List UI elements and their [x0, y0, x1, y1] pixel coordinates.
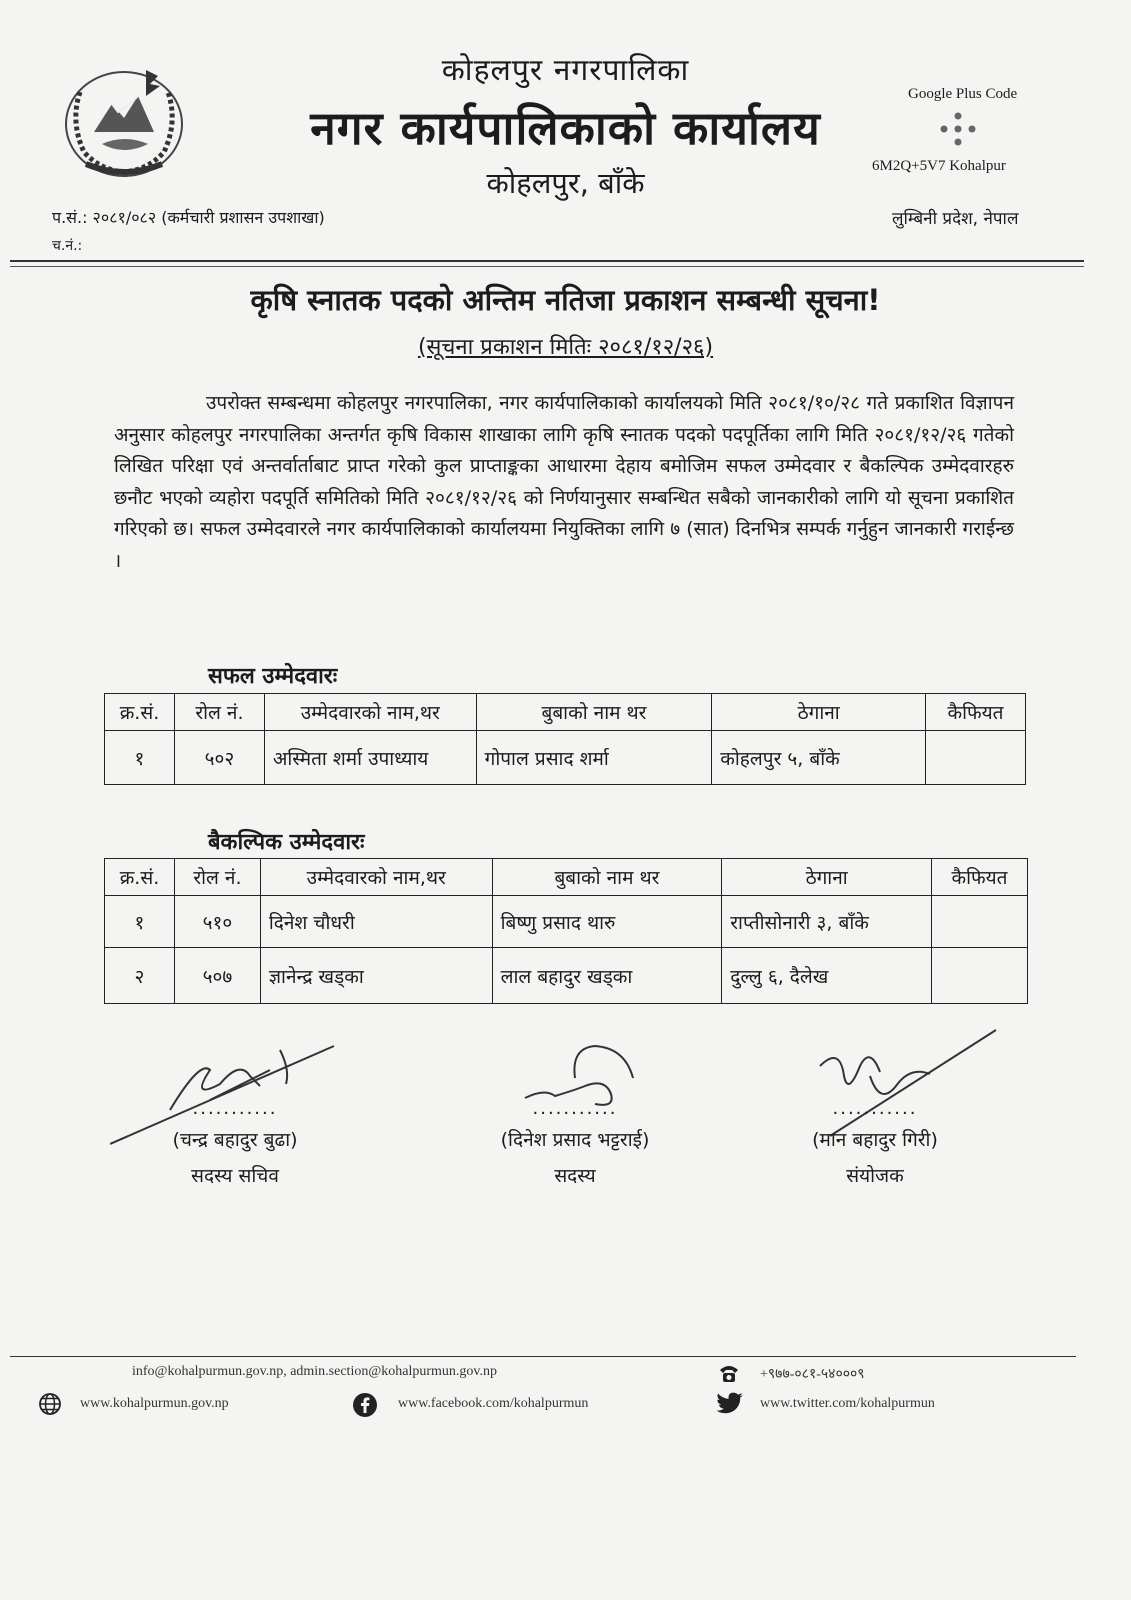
candidate-name: दिनेश चौधरी — [260, 896, 492, 948]
office-location: कोहलपुर, बाँके — [486, 166, 645, 200]
footer-twitter[interactable]: www.twitter.com/kohalpurmun — [760, 1396, 935, 1411]
signature-line: ........... — [192, 1098, 278, 1119]
dispatch-number: च.नं.: — [52, 238, 83, 254]
footer-divider — [10, 1356, 1076, 1357]
address: कोहलपुर ५, बाँके — [712, 731, 926, 785]
successful-candidates-table — [104, 693, 1026, 785]
column-header: बुबाको नाम थर — [492, 859, 722, 896]
column-header: क्र.सं. — [105, 694, 175, 731]
table-row — [105, 896, 1028, 948]
alternate-candidates-label: बैकल्पिक उम्मेदवारः — [208, 830, 365, 855]
signatory-name: (दिनेश प्रसाद भट्टराई) — [500, 1129, 650, 1151]
footer-phone[interactable]: +९७७-०८१-५४०००९ — [760, 1367, 865, 1382]
column-header: ठेगाना — [712, 694, 926, 731]
column-header: ठेगाना — [722, 859, 932, 896]
remarks — [932, 896, 1028, 948]
table-row — [105, 731, 1026, 785]
roll-number: ५०२ — [174, 731, 264, 785]
facebook-icon — [352, 1392, 378, 1418]
father-name: गोपाल प्रसाद शर्मा — [476, 731, 712, 785]
successful-candidates-label: सफल उम्मेदवारः — [208, 664, 338, 689]
alternate-candidates-table — [104, 858, 1028, 1004]
signatory-name: (मान बहादुर गिरी) — [812, 1129, 938, 1151]
twitter-icon — [716, 1392, 744, 1416]
signatory-name: (चन्द्र बहादुर बुढा) — [172, 1129, 298, 1151]
column-header: रोल नं. — [174, 859, 260, 896]
column-header: कैफियत — [932, 859, 1028, 896]
column-header: उम्मेदवारको नाम,थर — [260, 859, 492, 896]
serial-number: २ — [105, 948, 175, 1004]
table-header-row — [105, 859, 1028, 896]
notice-title: कृषि स्नातक पदको अन्तिम नतिजा प्रकाशन सम्बन्धी सूचना! — [250, 283, 881, 317]
footer-emails[interactable]: info@kohalpurmun.gov.np, admin.section@kohalpurmun.gov.np — [132, 1364, 497, 1379]
province-name: लुम्बिनी प्रदेश, नेपाल — [892, 209, 1019, 229]
serial-number: १ — [105, 896, 175, 948]
table-header-row — [105, 694, 1026, 731]
globe-icon — [38, 1392, 62, 1416]
remarks — [926, 731, 1026, 785]
signatory-coordinator — [770, 1098, 980, 1188]
footer-facebook[interactable]: www.facebook.com/kohalpurmun — [398, 1396, 589, 1411]
footer-website[interactable]: www.kohalpurmun.gov.np — [80, 1396, 229, 1411]
father-name: बिष्णु प्रसाद थारु — [492, 896, 722, 948]
header-divider-thin — [10, 266, 1084, 267]
address: राप्तीसोनारी ३, बाँके — [722, 896, 932, 948]
remarks — [932, 948, 1028, 1004]
header-divider — [10, 260, 1084, 262]
roll-number: ५१० — [174, 896, 260, 948]
notice-body: उपरोक्त सम्बन्धमा कोहलपुर नगरपालिका, नगर कार्यपालिकाको कार्यालयको मिति २०८१/१०/२८ गते प्रकाशित विज्ञापन अनुसार कोहलपुर नगरपालिका अन्तर्गत कृषि विकास शाखाका लागि कृषि स्नातक पदको पदपूर्तिका लागि मिति २०८१/१२/२६ गतेको लिखित परिक्षा एवं अन्तर्वार्ताबाट प्राप्त गरेको कुल प्राप्ताङ्कका आधारमा देहाय बमोजिम सफल उम्मेदवार र बैकल्पिक उम्मेदवारहरु छनौट भएको व्यहोरा पदपूर्ति समितिको मिति २०८१/१२/२६ को निर्णयानुसार सम्बन्धित सबैको जानकारीको लागि यो सूचना प्रकाशित गरिएको छ। सफल उम्मेदवारले नगर कार्यपालिकाको कार्यालयमा नियुक्तिका लागि ७ (सात) दिनभित्र सम्पर्क गर्नुहुन जानकारी गराईन्छ । — [114, 392, 1014, 572]
signature-line: ........... — [532, 1098, 618, 1119]
google-plus-code-label: Google Plus Code — [908, 86, 1018, 102]
candidate-name: अस्मिता शर्मा उपाध्याय — [264, 731, 476, 785]
column-header: क्र.सं. — [105, 859, 175, 896]
phone-icon — [718, 1362, 740, 1384]
plus-code-icon — [936, 111, 980, 147]
candidate-name: ज्ञानेन्द्र खड्का — [260, 948, 492, 1004]
address: दुल्लु ६, दैलेख — [722, 948, 932, 1004]
roll-number: ५०७ — [174, 948, 260, 1004]
municipality-name: कोहलपुर नगरपालिका — [441, 53, 690, 88]
reference-number: प.सं.: २०८१/०८२ (कर्मचारी प्रशासन उपशाखा) — [52, 208, 325, 227]
google-plus-code: 6M2Q+5V7 Kohalpur — [872, 158, 1006, 174]
column-header: रोल नं. — [174, 694, 264, 731]
signatory-role: सदस्य — [554, 1165, 596, 1187]
signatory-member — [470, 1098, 680, 1188]
signatory-member-secretary — [130, 1098, 340, 1188]
column-header: बुबाको नाम थर — [476, 694, 712, 731]
signature-line: ........... — [832, 1098, 918, 1119]
serial-number: १ — [105, 731, 175, 785]
signatory-role: सदस्य सचिव — [191, 1165, 279, 1187]
table-row — [105, 948, 1028, 1004]
office-name: नगर कार्यपालिकाको कार्यालय — [310, 101, 821, 155]
signatory-role: संयोजक — [846, 1165, 904, 1187]
father-name: लाल बहादुर खड्का — [492, 948, 722, 1004]
publish-date: (सूचना प्रकाशन मितिः २०८१/१२/२६) — [417, 335, 714, 360]
column-header: उम्मेदवारको नाम,थर — [264, 694, 476, 731]
column-header: कैफियत — [926, 694, 1026, 731]
